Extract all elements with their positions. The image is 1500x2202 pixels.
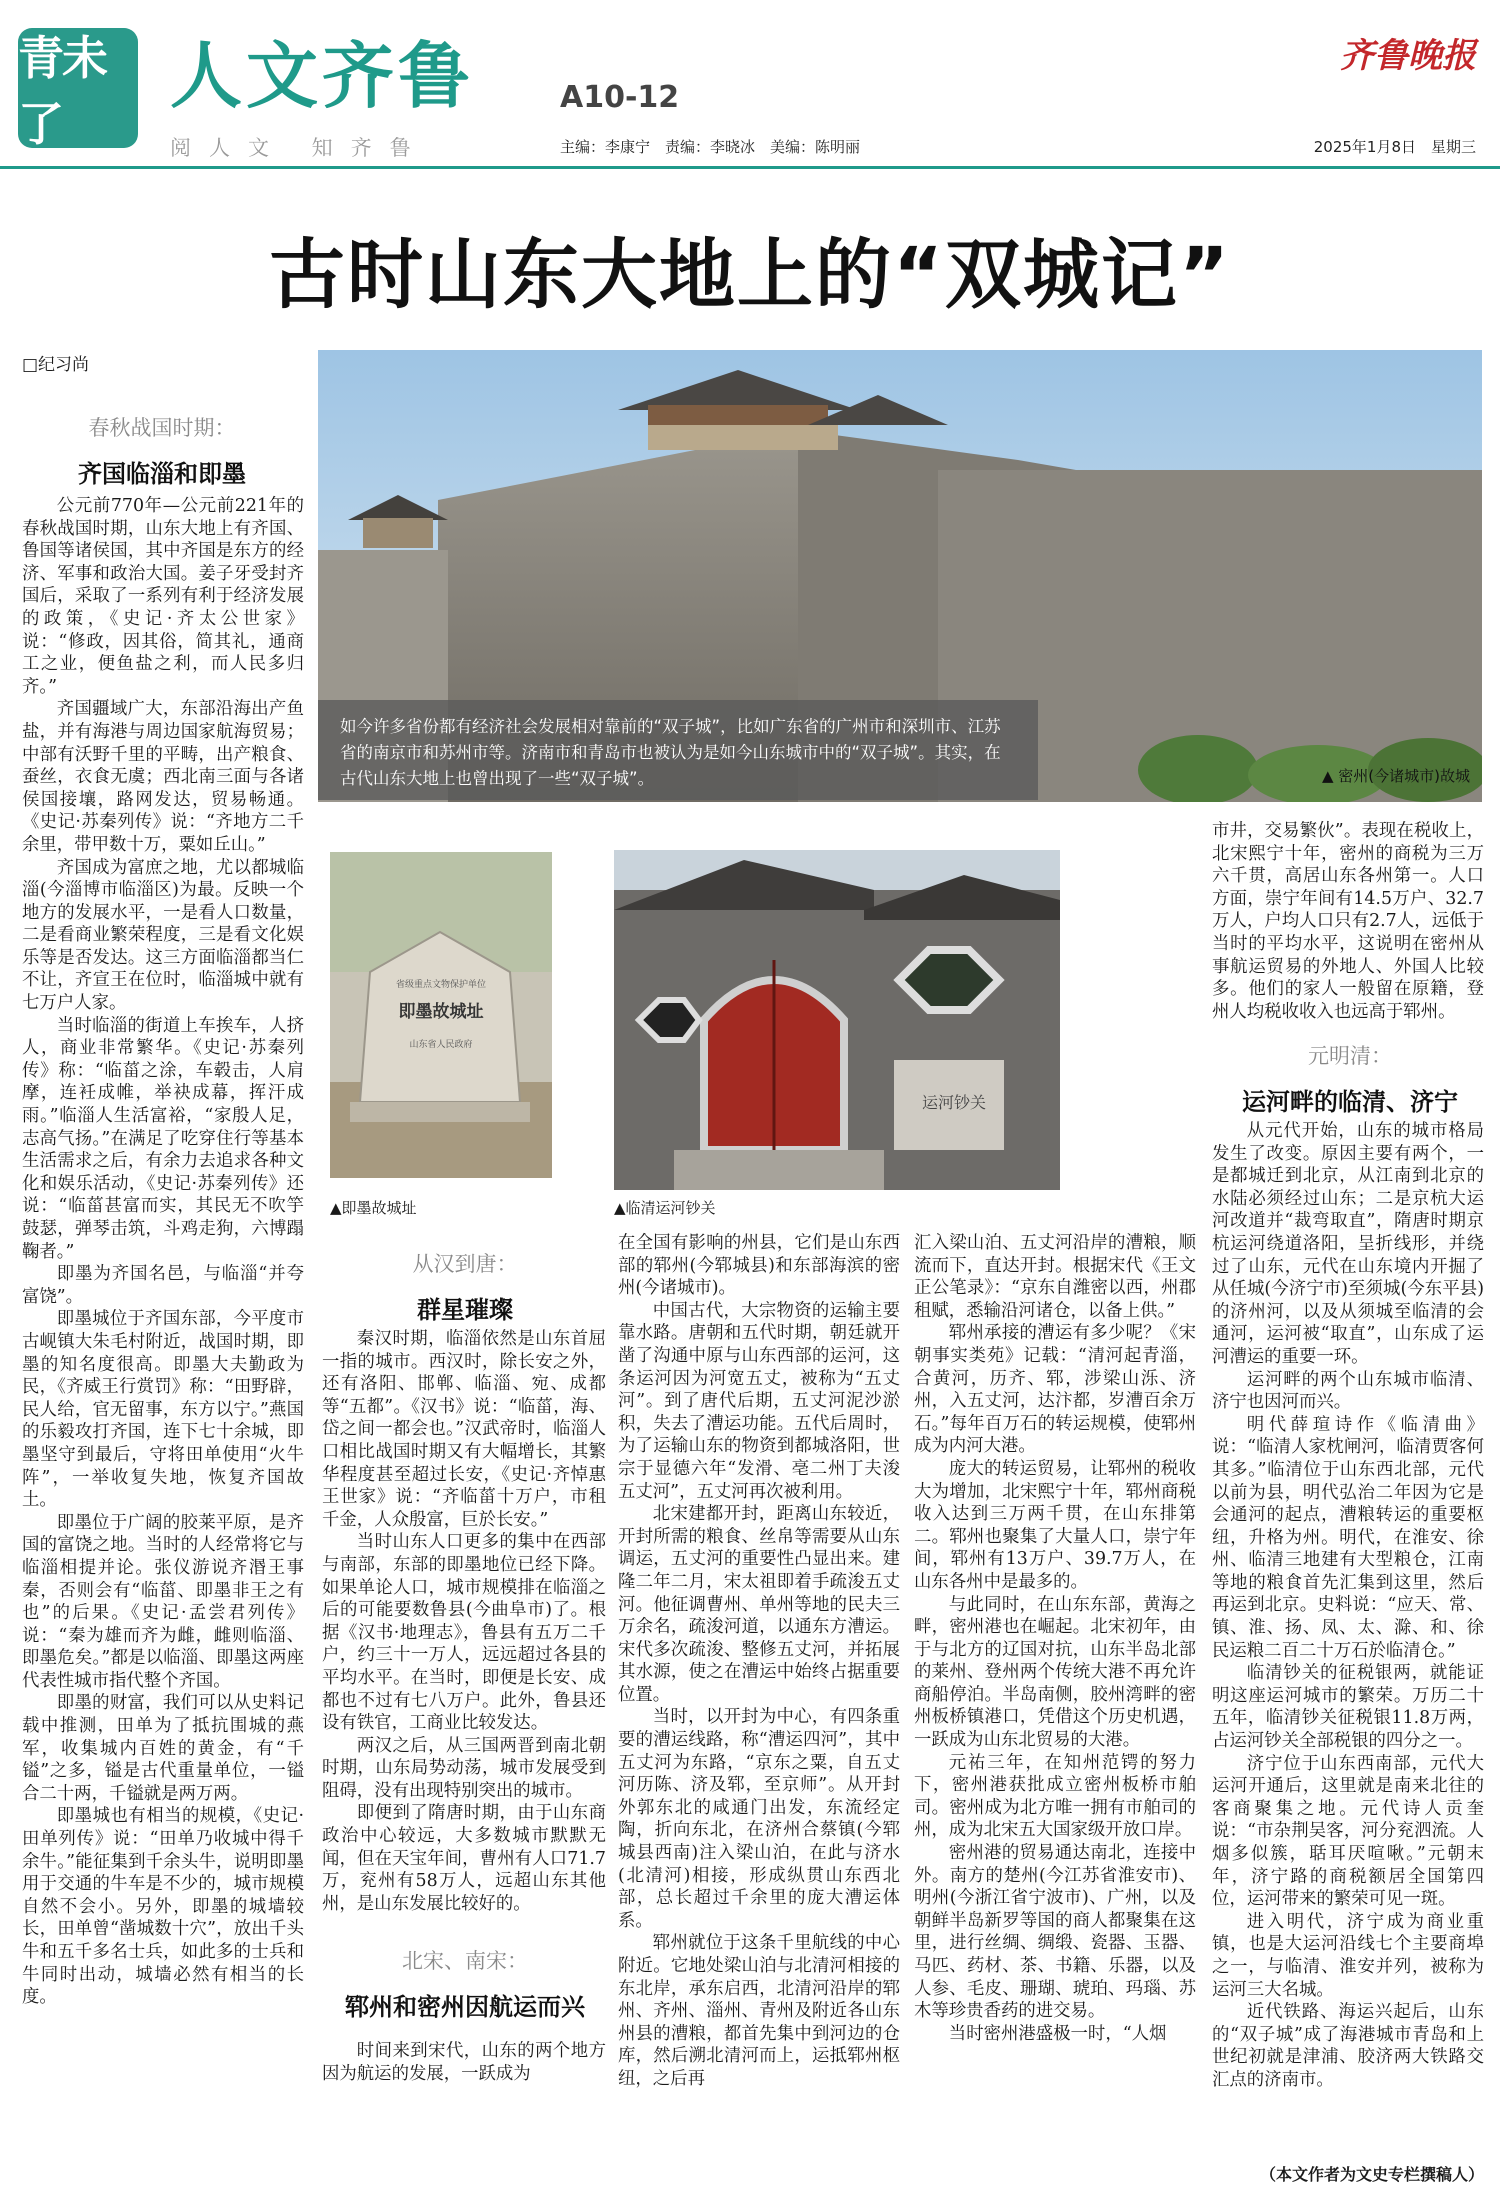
paragraph: 从元代开始，山东的城市格局发生了改变。原因主要有两个，一是都城迁到北京，从江南到北京的水陆必须经过山东；二是京杭大运河改道并“裁弯取直”，隋唐时期京杭运河绕道洛阳，呈折线形，并绕过了山东，元代在山东境内开掘了从任城(今济宁市)至须城(今东平县)的济州河，以及从须城至临清的会通河，运河被“取直”，山东成了运河漕运的重要一环。 xyxy=(1212,1121,1484,1367)
section-title: 郓州和密州因航运而兴 xyxy=(345,1993,585,2021)
paragraph: 元祐三年，在知州范锷的努力下，密州港获批成立密州板桥市舶司。密州成为北方唯一拥有市舶司的州，成为北宋五大国家级开放口岸。 xyxy=(914,1752,1196,1841)
issue-date: 2025年1月8日 星期三 xyxy=(1313,138,1476,156)
paragraph: 当时密州港盛极一时，“人烟 xyxy=(948,2023,1167,2044)
paragraph: 当时，以开封为中心，有四条重要的漕运线路，称“漕运四河”，其中五丈河为东路，“京东之粟，自五丈河历陈、济及郓，至京师”。从开封外郭东北的咸通门出发，东流经定陶，折向东北，在济州合蔡镇(今郓城县西南)注入梁山泊，在此与济水(北清河)相接，形成纵贯山东西北部，总长超过千余里的庞大漕运体系。 xyxy=(618,1707,900,1931)
section-title: 群星璀璨 xyxy=(417,1296,513,1324)
paragraph: 郓州承接的漕运有多少呢？《宋朝事实类苑》记载：“清河起青淄，合黄河，历齐、郓，涉梁山泺、济州，入五丈河，达汴都，岁漕百余万石。”每年百万石的转运规模，使郓州成为内河大港。 xyxy=(914,1323,1196,1457)
paragraph: 密州港的贸易通达南北，连接中外。南方的楚州(今江苏省淮安市)、明州(今浙江省宁波市)、广州，以及朝鲜半岛新罗等国的商人都聚集在这里，进行丝绸、绸缎、瓷器、玉器、马匹、药材、茶、书籍、乐器，以及人参、毛皮、珊瑚、琥珀、玛瑙、苏木等珍贵香药的进交易。 xyxy=(914,1843,1196,2022)
paragraph: 齐国成为富庶之地，尤以都城临淄(今淄博市临淄区)为最。反映一个地方的发展水平，一是看人口数量，二是看商业繁荣程度，三是看文化娱乐等是否发达。这三方面临淄都当仁不让，齐宣王在位时，临淄城中就有七万户人家。 xyxy=(22,857,304,1014)
paragraph: 近代铁路、海运兴起后，山东的“双子城”成了海港城市青岛和上世纪初就是津浦、胶济两大铁路交汇点的济南市。 xyxy=(1212,2002,1484,2090)
text-column-3 xyxy=(618,1232,900,2185)
section-heading-2 xyxy=(330,1248,600,1325)
paragraph: 即便到了隋唐时期，由于山东商政治中心较远，大多数城市默默无闻，但在天宝年间，曹州有人口71.7万，兖州有58万人，远超山东其他州，是山东发展比较好的。 xyxy=(322,1803,606,1914)
section-title: 运河畔的临清、济宁 xyxy=(1242,1088,1458,1116)
paragraph: 当时临淄的街道上车挨车，人挤人，商业非常繁华。《史记·苏秦列传》称：“临菑之涂，车毂击，人肩摩，连衽成帷，举袂成幕，挥汗成雨。”临淄人生活富裕，“家殷人足，志高气扬。”在满足了吃穿住行等基本生活需求之后，有余力去追求各种文化和娱乐活动，《史记·苏秦列传》还说：“临菑甚富而实，其民无不吹竽鼓瑟，弹琴击筑，斗鸡走狗，六博蹋鞠者。” xyxy=(22,1015,304,1262)
paragraph: 公元前770年—公元前221年的春秋战国时期，山东大地上有齐国、鲁国等诸侯国，其中齐国是东方的经济、军事和政治大国。姜子牙受封齐国后，采取了一系列有利于经济发展的政策，《史记·齐太公世家》说：“修政，因其俗，简其礼，通商工之业，便鱼盐之利，而人民多归齐。” xyxy=(22,496,304,697)
linqing-photo-label: ▲临清运河钞关 xyxy=(614,1199,716,1217)
linqing-customs-photo xyxy=(614,850,1060,1190)
column-title: 人文齐鲁 xyxy=(170,34,475,118)
paragraph: 郓州就位于这条千里航线的中心附近。它地处梁山泊与北清河相接的东北岸，承东启西，北清河沿岸的郓州、齐州、淄州、青州及附近各山东州县的漕粮，都首先集中到河边的仓库，然后溯北清河而上，运抵郓州枢纽，之后再 xyxy=(618,1933,900,2089)
section-era: 从汉到唐： xyxy=(412,1252,518,1276)
paragraph: 秦汉时期，临淄依然是山东首屈一指的城市。西汉时，除长安之外，还有洛阳、邯郸、临淄、宛、成都等“五都”。《汉书》说：“临菑，海、岱之间一都会也。”汉武帝时，临淄人口相比战国时期又有大幅增长，其繁华程度甚至超过长安，《史记·齐悼惠王世家》说：“齐临菑十万户，市租千金，人众殷富，巨於长安。” xyxy=(322,1329,606,1530)
section-era: 元明清： xyxy=(1308,1044,1392,1068)
stele-bottom-text: 山东省人民政府 xyxy=(409,1040,473,1050)
byline: □纪习尚 xyxy=(22,355,90,375)
customs-plaque-text: 运河钞关 xyxy=(921,1093,986,1112)
paragraph: 两汉之后，从三国两晋到南北朝时期，山东局势动荡，城市发展受到阻碍，没有出现特别突出的城市。 xyxy=(322,1735,606,1801)
jimo-site-photo xyxy=(330,852,552,1178)
paragraph: 汇入梁山泊、五丈河沿岸的漕粮，顺流而下，直达开封。根据宋代《王文正公笔录》：“京东自潍密以西，州郡租赋，悉输沿河诸仓，以备上供。” xyxy=(914,1233,1196,1321)
masthead-rule xyxy=(0,166,1500,169)
author-note: （本文作者为文史专栏撰稿人） xyxy=(1259,2165,1484,2184)
section-era: 春秋战国时期： xyxy=(88,416,236,440)
paragraph: 北宋建都开封，距离山东较近，开封所需的粮食、丝帛等需要从山东调运，五丈河的重要性凸显出来。建隆二年二月，宋太祖即着手疏浚五丈河。他征调曹州、单州等地的民夫三万余名，疏浚河道，以通东方漕运。宋代多次疏浚、整修五丈河，并拓展其水源，使之在漕运中始终占据重要位置。 xyxy=(618,1504,900,1705)
paragraph: 即墨城也有相当的规模，《史记·田单列传》说：“田单乃收城中得千余牛。”能征集到千余头牛，说明即墨用于交通的牛车是不少的，城市规模自然不会小。另外，即墨的城墙较长，田单曾“凿城数十穴”，放出千头牛和五千多名士兵，如此多的士兵和牛同时出动，城墙必然有相当的长度。 xyxy=(22,1806,304,2008)
section-heading-3 xyxy=(330,1945,600,2022)
main-photo-label: ▲ 密州(今诸城市)故城 xyxy=(1322,767,1471,785)
paragraph: 临清钞关的征税银两，就能证明这座运河城市的繁荣。万历二十五年，临清钞关征税银11.8万两，占运河钞关全部税银的四分之一。 xyxy=(1212,1663,1484,1752)
newspaper-name: 齐鲁晚报 xyxy=(1340,36,1476,76)
paragraph: 进入明代，济宁成为商业重镇，也是大运河沿线七个主要商埠之一，与临清、淮安并列，被称为运河三大名城。 xyxy=(1212,1911,1484,2000)
stele-title: 即墨故城址 xyxy=(398,1002,484,1022)
section-title: 齐国临淄和即墨 xyxy=(78,460,246,488)
section-era: 北宋、南宋： xyxy=(402,1949,528,1973)
paragraph: 运河畔的两个山东城市临清、济宁也因河而兴。 xyxy=(1212,1369,1484,1413)
paragraph: 时间来到宋代，山东的两个地方因为航运的发展，一跃成为 xyxy=(322,2041,606,2084)
text-column-1 xyxy=(22,495,304,2185)
section-heading-4 xyxy=(1215,1040,1485,1117)
paragraph: 在全国有影响的州县，它们是山东西部的郓州(今郓城县)和东部海滨的密州(今诸城市)。 xyxy=(618,1233,900,1299)
text-column-2b xyxy=(322,2040,606,2185)
section-heading-1 xyxy=(22,412,302,489)
paragraph: 中国古代，大宗物资的运输主要靠水路。唐朝和五代时期，朝廷就开凿了沟通中原与山东西部的运河，这条运河因为河宽五丈，被称为“五丈河”。到了唐代后期，五丈河泥沙淤积，失去了漕运功能。五代后周时，为了运输山东的物资到都城洛阳，世宗于显德六年“发滑、亳二州丁夫浚五丈河”，五丈河再次被利用。 xyxy=(618,1300,900,1502)
jimo-photo-label: ▲即墨故城址 xyxy=(330,1199,417,1217)
stele-top-text: 省级重点文物保护单位 xyxy=(395,980,486,990)
column-logo: 青未了 xyxy=(18,28,138,148)
issue-number: A10-12 xyxy=(560,80,680,115)
paragraph: 齐国疆域广大，东部沿海出产鱼盐，并有海港与周边国家航海贸易；中部有沃野千里的平畴，出产粮食、蚕丝，衣食无虞；西北南三面与各诸侯国接壤，路网发达，贸易畅通。《史记·苏秦列传》说：“齐地方二千余里，带甲数十万，粟如丘山。” xyxy=(22,699,304,855)
text-column-5b xyxy=(1212,1120,1484,2160)
paragraph: 市井，交易繁伙”。表现在税收上，北宋熙宁十年，密州的商税为三万六千贯，高居山东各州第一。人口方面，崇宁年间有14.5万户、32.7万人，户均人口只有2.7人，远低于当时的平均水平，这说明在密州从事航运贸易的外地人、外国人比较多。他们的家人一般留在原籍，登州人均税收收入也远高于郓州。 xyxy=(1212,821,1484,1022)
paragraph: 当时山东人口更多的集中在西部与南部，东部的即墨地位已经下降。如果单论人口，城市规模排在临淄之后的可能要数鲁县(今曲阜市)了。根据《汉书·地理志》，鲁县有五万二千户，约三十一万人，远远超过各县的平均水平。在当时，即便是长安、成都也不过有七八万户。此外，鲁县还设有铁官，工商业比较发达。 xyxy=(322,1532,606,1734)
paragraph: 即墨城位于齐国东部，今平度市古岘镇大朱毛村附近，战国时期，即墨的知名度很高。即墨大夫勤政为民，《齐威王行赏罚》称：“田野辟，民人给，官无留事，东方以宁。”燕国的乐毅攻打齐国，连下七十余城，即墨坚守到最后，守将田单使用“火牛阵”，一举收复失地，恢复齐国故土。 xyxy=(22,1309,304,1511)
text-column-2 xyxy=(322,1328,606,1940)
column-slogan: 阅人文 知齐鲁 xyxy=(170,136,429,160)
editor-credits: 主编：李康宁 责编：李晓冰 美编：陈明丽 xyxy=(560,138,861,156)
paragraph: 即墨的财富，我们可以从史料记载中推测，田单为了抵抗围城的燕军，收集城内百姓的黄金，有“千镒”之多，镒是古代重量单位，一镒合二十两，千镒就是两万两。 xyxy=(22,1693,304,1804)
main-photo-caption: 如今许多省份都有经济社会发展相对靠前的“双子城”，比如广东省的广州市和深圳市、江苏省的南京市和苏州市等。济南市和青岛市也被认为是如今山东城市中的“双子城”。其实，在古代山东大地上也曾出现了一些“双子城”。 xyxy=(318,700,1038,800)
paragraph: 即墨为齐国名邑，与临淄“并夸富饶”。 xyxy=(22,1264,304,1307)
headline: 古时山东大地上的“双城记” xyxy=(269,230,1231,319)
paragraph: 济宁位于山东西南部，元代大运河开通后，这里就是南来北往的客商聚集之地。元代诗人贡奎说：“市杂荆吴客，河分兖泗流。人烟多似簇，聒耳厌喧啾。”元朝末年，济宁路的商税额居全国第四位，运河带来的繁荣可见一斑。 xyxy=(1212,1753,1484,1910)
text-column-4 xyxy=(914,1232,1196,2185)
paragraph: 庞大的转运贸易，让郓州的税收大为增加，北宋熙宁十年，郓州商税收入达到三万两千贯，在山东排第二。郓州也聚集了大量人口，崇宁年间，郓州有13万户、39.7万人，在山东各州中是最多的。 xyxy=(914,1458,1196,1592)
customs-gate-illustration xyxy=(614,850,1060,1190)
text-column-5 xyxy=(1212,820,1484,1030)
paragraph: 与此同时，在山东东部，黄海之畔，密州港也在崛起。北宋初年，由于与北方的辽国对抗，山东半岛北部的莱州、登州两个传统大港不再允许商船停泊。半岛南侧，胶州湾畔的密州板桥镇港口，凭借这个历史机遇，一跃成为山东北贸易的大港。 xyxy=(914,1594,1196,1751)
paragraph: 即墨位于广阔的胶莱平原，是齐国的富饶之地。当时的人经常将它与临淄相提并论。张仪游说齐湣王事秦，否则会有“临菑、即墨非王之有也”的后果。《史记·孟尝君列传》说：“秦为雄而齐为雌，雌则临淄、即墨危矣。”都是以临淄、即墨这两座代表性城市指代整个齐国。 xyxy=(22,1512,304,1691)
paragraph: 明代薛瑄诗作《临清曲》说：“临清人家枕闸河，临清贾客何其多。”临清位于山东西北部，元代以前为县，明代弘治二年因为它是会通河的起点，漕粮转运的重要枢纽，升格为州。明代，在淮安、徐州、临清三地建有大型粮仓，江南等地的粮食首先汇集到这里，然后再运到北京。史料说：“应天、常、镇、淮、扬、凤、太、滁、和、徐民运粮二百二十万石於临清仓。” xyxy=(1212,1414,1484,1661)
